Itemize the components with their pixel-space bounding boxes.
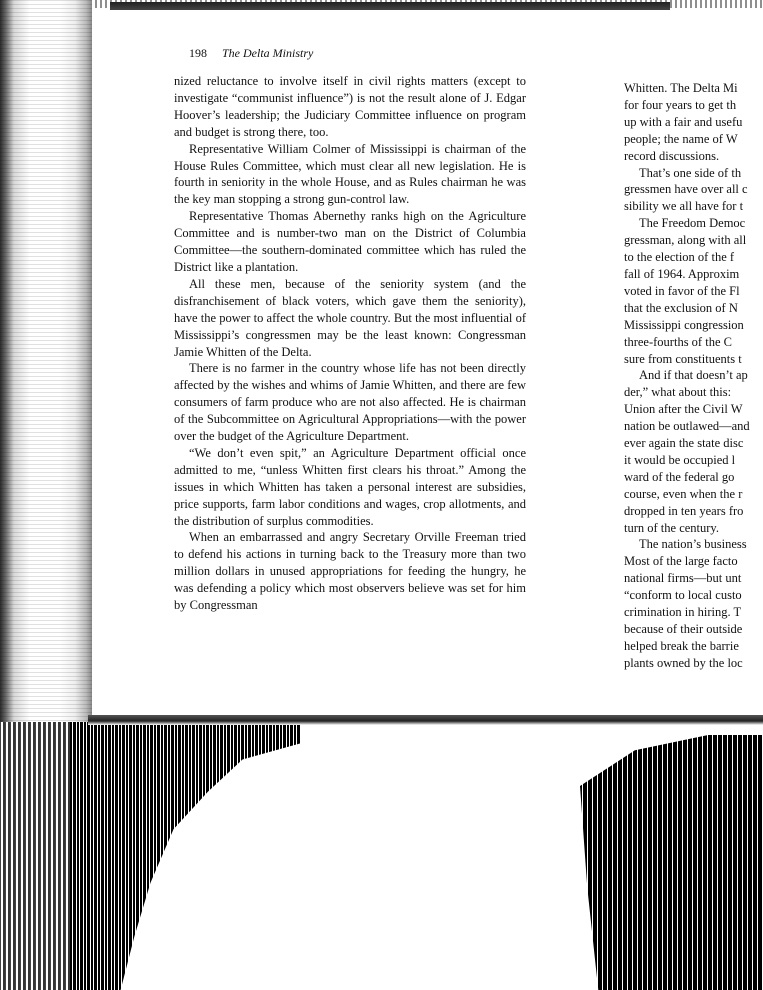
page-number: 198 <box>189 46 207 60</box>
book-spine-shadow <box>0 0 92 725</box>
text-line: crimination in hiring. T <box>624 605 742 620</box>
text-line: up with a fair and usefu <box>624 114 743 129</box>
text-line: voted in favor of the Fl <box>624 283 740 298</box>
text-line: nation be outlawed—and <box>624 419 750 434</box>
text-line: Most of the large facto <box>624 554 738 569</box>
text-line: turn of the century. <box>624 520 719 535</box>
left-page-body <box>174 73 526 614</box>
text-line: gressmen have over all c <box>624 182 748 197</box>
paragraph: nized reluctance to involve itself in civil rights matters (except to investigate “communist influence”) is not the result alone of J. Edgar Hoover’s leadership; the Judiciary Committee influence on program and budget is strong there, too. <box>174 74 526 139</box>
running-head <box>189 46 526 61</box>
text-line: ever again the state disc <box>624 436 744 451</box>
paragraph: Representative Thomas Abernethy ranks high on the Agriculture Committee and is number-two man on the District of Columbia Committee—the southern-dominated committee which has ruled the District like a plantation. <box>174 209 526 274</box>
book-title: The Delta Ministry <box>222 46 314 60</box>
text-line: three-fourths of the C <box>624 334 732 349</box>
text-line: gressman, along with all <box>624 233 747 248</box>
text-line: The Freedom Democ <box>639 216 746 231</box>
text-line: people; the name of W <box>624 131 738 146</box>
text-line: record discussions. <box>624 148 720 163</box>
text-line: Mississippi congression <box>624 317 744 332</box>
paragraph: “We don’t even spit,” an Agriculture Department official once admitted to me, “unless Whitten first clears his throat.” Among the issues in which Whitten has taken a personal interest are subsidies, price supports, farm labor conditions and wages, crop allotments, and the distribution of surplus commodities. <box>174 445 526 528</box>
text-line: Union after the Civil W <box>624 402 743 417</box>
text-line: The nation’s business <box>639 537 747 552</box>
paragraph: When an embarrassed and angry Secretary Orville Freeman tried to defend his actions in turning back to the Treasury more than two million dollars in unused appropriations for feeding the hungry, he was defending a policy which most observers believe was set for him by Congressman <box>174 530 526 613</box>
page-bottom-edge <box>88 715 763 725</box>
text-line: to the election of the f <box>624 250 735 265</box>
text-line: for four years to get th <box>624 97 737 112</box>
left-page <box>174 46 526 614</box>
right-page-body <box>624 80 763 672</box>
text-line: sure from constituents t <box>624 351 742 366</box>
page-edges-right <box>580 735 763 990</box>
paragraph: Representative William Colmer of Mississippi is chairman of the House Rules Committee, which must clear all new legislation. He is fourth in seniority in the whole House, and as Rules chairman he was the key man stopping a strong gun-control law. <box>174 141 526 207</box>
paragraph: There is no farmer in the country whose life has not been directly affected by the wishes and whims of Jamie Whitten, and there are few consumers of farm produce who are not also affected. He is chairman of the Subcommittee on Agricultural Appropriations—with the power over the budget of the Agriculture Department. <box>174 361 526 444</box>
text-line: national firms—but unt <box>624 571 742 586</box>
text-line: der,” what about this: <box>624 385 732 400</box>
text-line: fall of 1964. Approxim <box>624 266 740 281</box>
text-line: dropped in ten years fro <box>624 503 744 518</box>
text-line: ward of the federal go <box>624 469 735 484</box>
right-page <box>624 80 763 672</box>
paragraph: All these men, because of the seniority system (and the disfranchisement of black voters, which gave them the seniority), have the power to affect the whole country. But the most influential of Mississippi’s congressmen may be the least known: Congressman Jamie Whitten of the Delta. <box>174 276 526 359</box>
text-line: plants owned by the loc <box>624 655 743 670</box>
text-line: because of their outside <box>624 622 743 636</box>
text-line: That’s one side of th <box>639 165 742 180</box>
scan-top-band <box>110 2 670 10</box>
text-line: it would be occupied l <box>624 452 736 467</box>
text-line: helped break the barrie <box>624 638 739 653</box>
text-line: course, even when the r <box>624 486 743 501</box>
text-line: sibility we all have for t <box>624 199 744 214</box>
text-line: Whitten. The Delta Mi <box>624 81 738 95</box>
text-line: that the exclusion of N <box>624 300 738 315</box>
text-line: “conform to local custo <box>624 588 742 603</box>
text-line: And if that doesn’t ap <box>639 368 748 383</box>
